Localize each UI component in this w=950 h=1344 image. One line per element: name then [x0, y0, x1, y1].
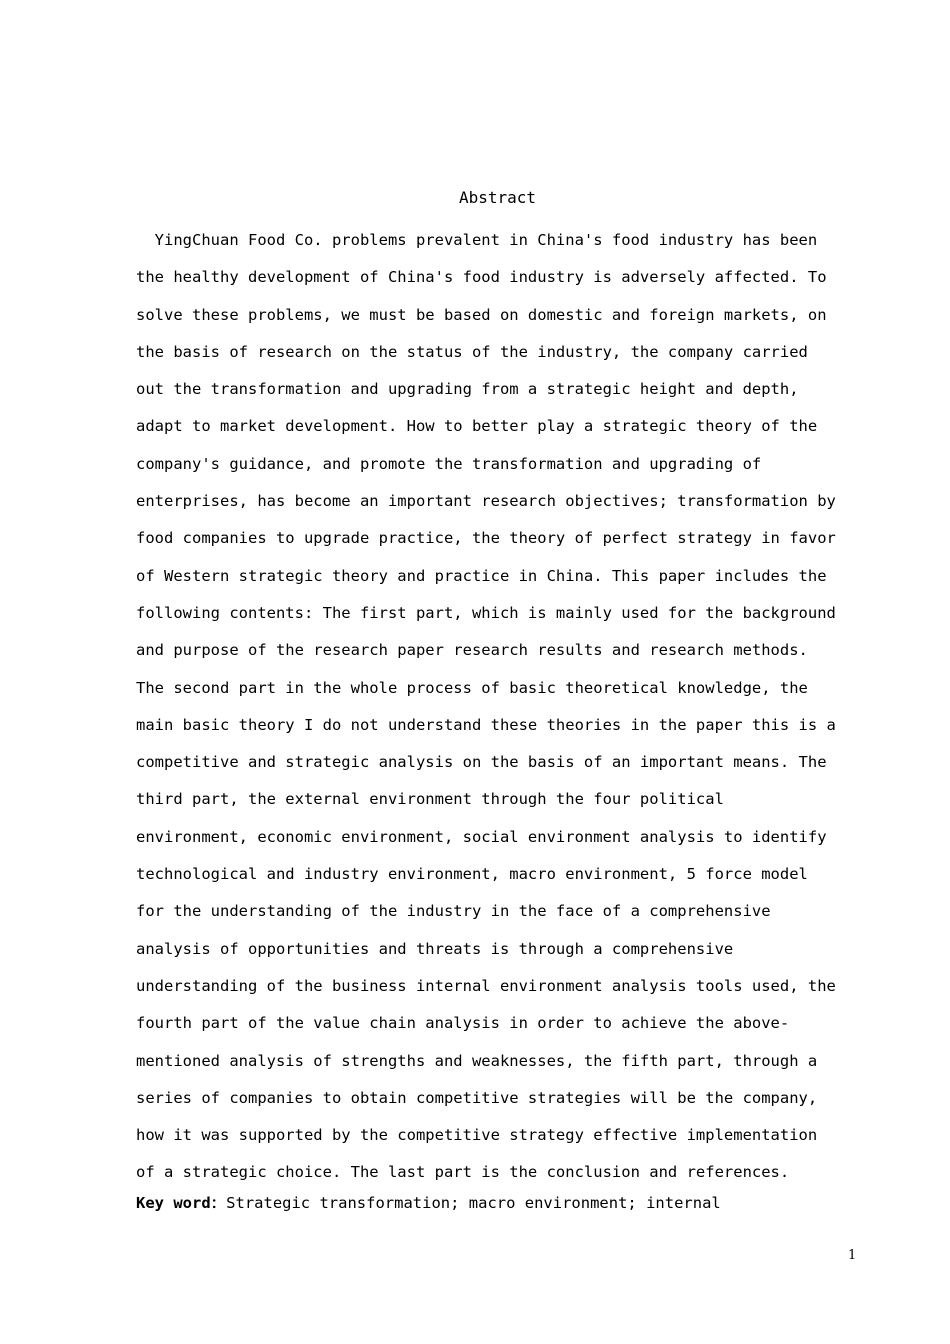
body-line: solve these problems, we must be based on domestic and foreign markets, on [136, 305, 827, 324]
body-line: understanding of the business internal environment analysis tools used, the [136, 976, 836, 995]
keywords-text: Strategic transformation; macro environment; internal [226, 1194, 721, 1212]
body-line: how it was supported by the competitive strategy effective implementation [136, 1126, 818, 1145]
body-line: and purpose of the research paper research results and research methods. [136, 641, 808, 660]
body-line: YingChuan Food Co. problems prevalent in China's food industry has been [136, 231, 818, 249]
body-line: of Western strategic theory and practice in China. This paper includes the [136, 566, 827, 585]
body-line: food companies to upgrade practice, the theory of perfect strategy in favor [136, 529, 836, 548]
body-line: out the transformation and upgrading from a strategic height and depth, [136, 380, 799, 399]
body-line: enterprises, has become an important research objectives; transformation by [136, 492, 836, 511]
keywords-label: Key word： [136, 1194, 227, 1212]
body-line: the basis of research on the status of the industry, the company carried [136, 342, 808, 361]
keywords-line [136, 1191, 721, 1215]
body-line: competitive and strategic analysis on the basis of an important means. The [136, 753, 827, 772]
body-line: analysis of opportunities and threats is through a comprehensive [136, 939, 734, 958]
body-line: the healthy development of China's food industry is adversely affected. To [136, 268, 827, 287]
body-line: environment, economic environment, social environment analysis to identify [136, 827, 827, 846]
body-line: mentioned analysis of strengths and weaknesses, the fifth part, through a [136, 1051, 818, 1070]
abstract-body [136, 222, 866, 1192]
page-number: 1 [848, 1248, 857, 1263]
body-line: adapt to market development. How to better play a strategic theory of the [136, 417, 818, 436]
body-line: fourth part of the value chain analysis in order to achieve the above- [136, 1014, 790, 1033]
abstract-title: Abstract [458, 188, 537, 207]
body-line: series of companies to obtain competitive strategies will be the company, [136, 1088, 818, 1107]
body-line: of a strategic choice. The last part is the conclusion and references. [136, 1163, 790, 1182]
body-line: third part, the external environment through the four political [136, 790, 724, 809]
body-line: following contents: The first part, which is mainly used for the background [136, 603, 836, 622]
body-line: company's guidance, and promote the transformation and upgrading of [136, 454, 762, 473]
body-line: main basic theory I do not understand these theories in the paper this is a [136, 715, 836, 734]
body-line: technological and industry environment, macro environment, 5 force model [136, 865, 808, 884]
body-line: The second part in the whole process of basic theoretical knowledge, the [136, 678, 808, 697]
body-line: for the understanding of the industry in the face of a comprehensive [136, 902, 771, 921]
